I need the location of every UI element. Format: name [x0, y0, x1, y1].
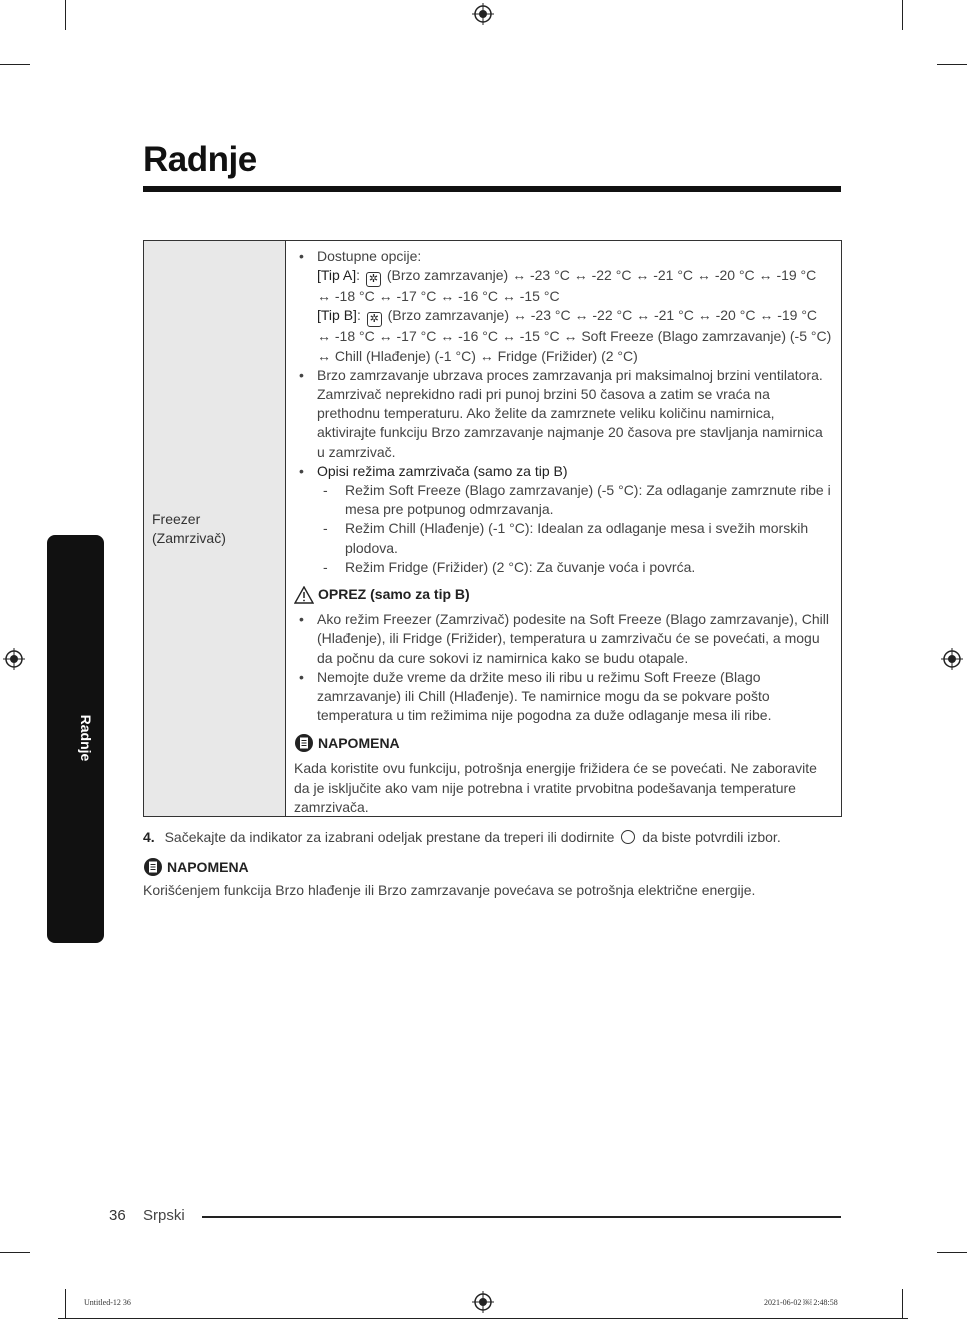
list-item: • Dostupne opcije: [Tip A]: ✲ (Brzo zamrzavanje) ↔ -23 °C ↔ -22 °C ↔ -21 °C ↔ -20 °C ↔ -19 °C ↔ -18 °C ↔ -17 °C ↔ -16 °C ↔ -15 °C [Tip B]: ✲ (Brzo zamrzavanje) ↔ -23 °C ↔ -22 °C ↔ -21 °C ↔ -20 °C ↔ -19 °C ↔ -18 °C ↔ -17 °C ↔ -16 °C ↔ -15 °C ↔ Soft Freeze (Blago zamrzavanje) (-5 °C) ↔ Chill (Hlađenje) (-1 °C) ↔ Fridge (Frižider) (2 °C): [294, 247, 833, 366]
title-rule: [143, 186, 841, 192]
note2-heading-row: [143, 857, 249, 877]
available-options-label: • Dostupne opcije:: [317, 248, 422, 264]
table-right-cell: [286, 241, 841, 816]
side-tab: [47, 535, 104, 943]
note-heading-row: [294, 733, 833, 753]
note-heading: NAPOMENA: [318, 734, 400, 751]
mode-item: - Režim Soft Freeze (Blago zamrzavanje) (-5 °C): Za odlaganje zamrznute ribe i mesa pre potpunog odmrzavanja.: [317, 481, 833, 519]
crop-mark: [0, 1252, 30, 1253]
crop-mark: [0, 64, 30, 65]
crop-mark: [902, 1289, 903, 1319]
caution-heading: OPREZ (samo za tip B): [318, 586, 470, 603]
slug-right: 2021-06-02 ￼ 2:48:58: [764, 1298, 838, 1307]
footer-rule: [202, 1216, 841, 1218]
crop-mark: [937, 64, 967, 65]
confirm-circle-icon: [621, 830, 635, 844]
crop-mark: [65, 1289, 66, 1319]
registration-mark-icon: [472, 1291, 494, 1313]
step-text-after: da biste potvrdili izbor.: [642, 829, 781, 845]
warning-icon: [294, 586, 314, 604]
mode-item: - Režim Chill (Hlađenje) (-1 °C): Idealan za odlaganje mesa i svežih morskih plodova.: [317, 519, 833, 557]
note-icon: [143, 857, 163, 877]
settings-table: [143, 240, 842, 817]
note-text: Kada koristite ovu funkciju, potrošnja energije frižidera će se povećati. Ne zaboravite da je isključite ako vam nije potrebna i vratite prvobitna podešavanja temperature zamrzivača.: [294, 760, 817, 815]
registration-mark-icon: [472, 3, 494, 25]
slug-left: Untitled-12 36: [84, 1298, 131, 1307]
tip-a-text: (Brzo zamrzavanje) ↔ -23 °C ↔ -22 °C ↔ -21 °C ↔ -20 °C ↔ -19 °C ↔ -18 °C ↔ -17 °C ↔ -16 °C ↔ -15 °C: [317, 267, 817, 305]
modes-heading: • Opisi režima zamrzivača (samo za tip B): [317, 462, 568, 479]
left-cell-line: (Zamrzivač): [152, 529, 226, 546]
mode-item: - Režim Fridge (Frižider) (2 °C): Za čuvanje voća i povrća.: [317, 558, 833, 577]
tip-b-label: [Tip B]: [317, 307, 357, 324]
note2-heading: NAPOMENA: [167, 859, 249, 875]
table-left-cell: [144, 241, 286, 816]
page-number: 36: [109, 1207, 126, 1224]
side-tab-label: Radnje: [78, 714, 94, 762]
tip-b-text: (Brzo zamrzavanje) ↔ -23 °C ↔ -22 °C ↔ -21 °C ↔ -20 °C ↔ -19 °C ↔ -18 °C ↔ -17 °C ↔ -16 °C ↔ -15 °C ↔ Soft Freeze (Blago zamrzavanje) (-5 °C) ↔ Chill (Hlađenje) (-1 °C) ↔ Fridge (Frižider) (2 °C): [317, 307, 832, 364]
caution-heading-row: [294, 585, 833, 604]
list-item: [294, 462, 833, 577]
footer-language: Srpski: [143, 1207, 185, 1224]
crop-mark: [937, 1252, 967, 1253]
step-4: [143, 829, 781, 845]
note2-text: Korišćenjem funkcija Brzo hlađenje ili Brzo zamrzavanje povećava se potrošnja električne energije.: [143, 882, 756, 898]
registration-mark-icon: [3, 648, 25, 670]
quick-freeze-icon: ✲: [367, 312, 382, 327]
step-number: 4.: [143, 829, 155, 845]
caution-item: • Nemojte duže vreme da držite meso ili ribu u režimu Soft Freeze (Blago zamrzavanje) ili Chill (Hlađenje). Te namirnice mogu da se pokvare pošto temperatura u tim režimima nije pogodna za duže odlaganje mesa ili ribe.: [294, 668, 833, 726]
crop-mark: [902, 0, 903, 30]
page-title: Radnje: [143, 140, 257, 179]
caution-item: • Ako režim Freezer (Zamrzivač) podesite na Soft Freeze (Blago zamrzavanje), Chill (Hlađenje), ili Fridge (Frižider), temperatura u zamrzivaču će se povećati, a mogu da počnu da cure sokovi iz namirnica kako se budu otapale.: [294, 610, 833, 668]
left-cell-line: Freezer: [152, 510, 201, 527]
quick-freeze-icon: ✲: [366, 272, 381, 287]
list-item: [294, 366, 833, 462]
registration-mark-icon: [941, 648, 963, 670]
step-text-before: Sačekajte da indikator za izabrani odeljak prestane da treperi ili dodirnite: [164, 829, 615, 845]
quick-freeze-text: Brzo zamrzavanje ubrzava proces zamrzavanja pri maksimalnoj brzini ventilatora. Zamrzivač neprekidno radi pri punoj brzini 50 časova a zatim se vraća na prethodnu temperaturu. Ako želite da zamrznete veliku količinu namirnica, aktivirajte funkciju Brzo zamrzavanje najmanje 20 časova pre stavljanja namirnica u zamrzivač.: [317, 366, 823, 460]
crop-mark: [65, 0, 66, 30]
note-icon: [294, 733, 314, 753]
tip-a-label: [Tip A]: [317, 267, 357, 284]
